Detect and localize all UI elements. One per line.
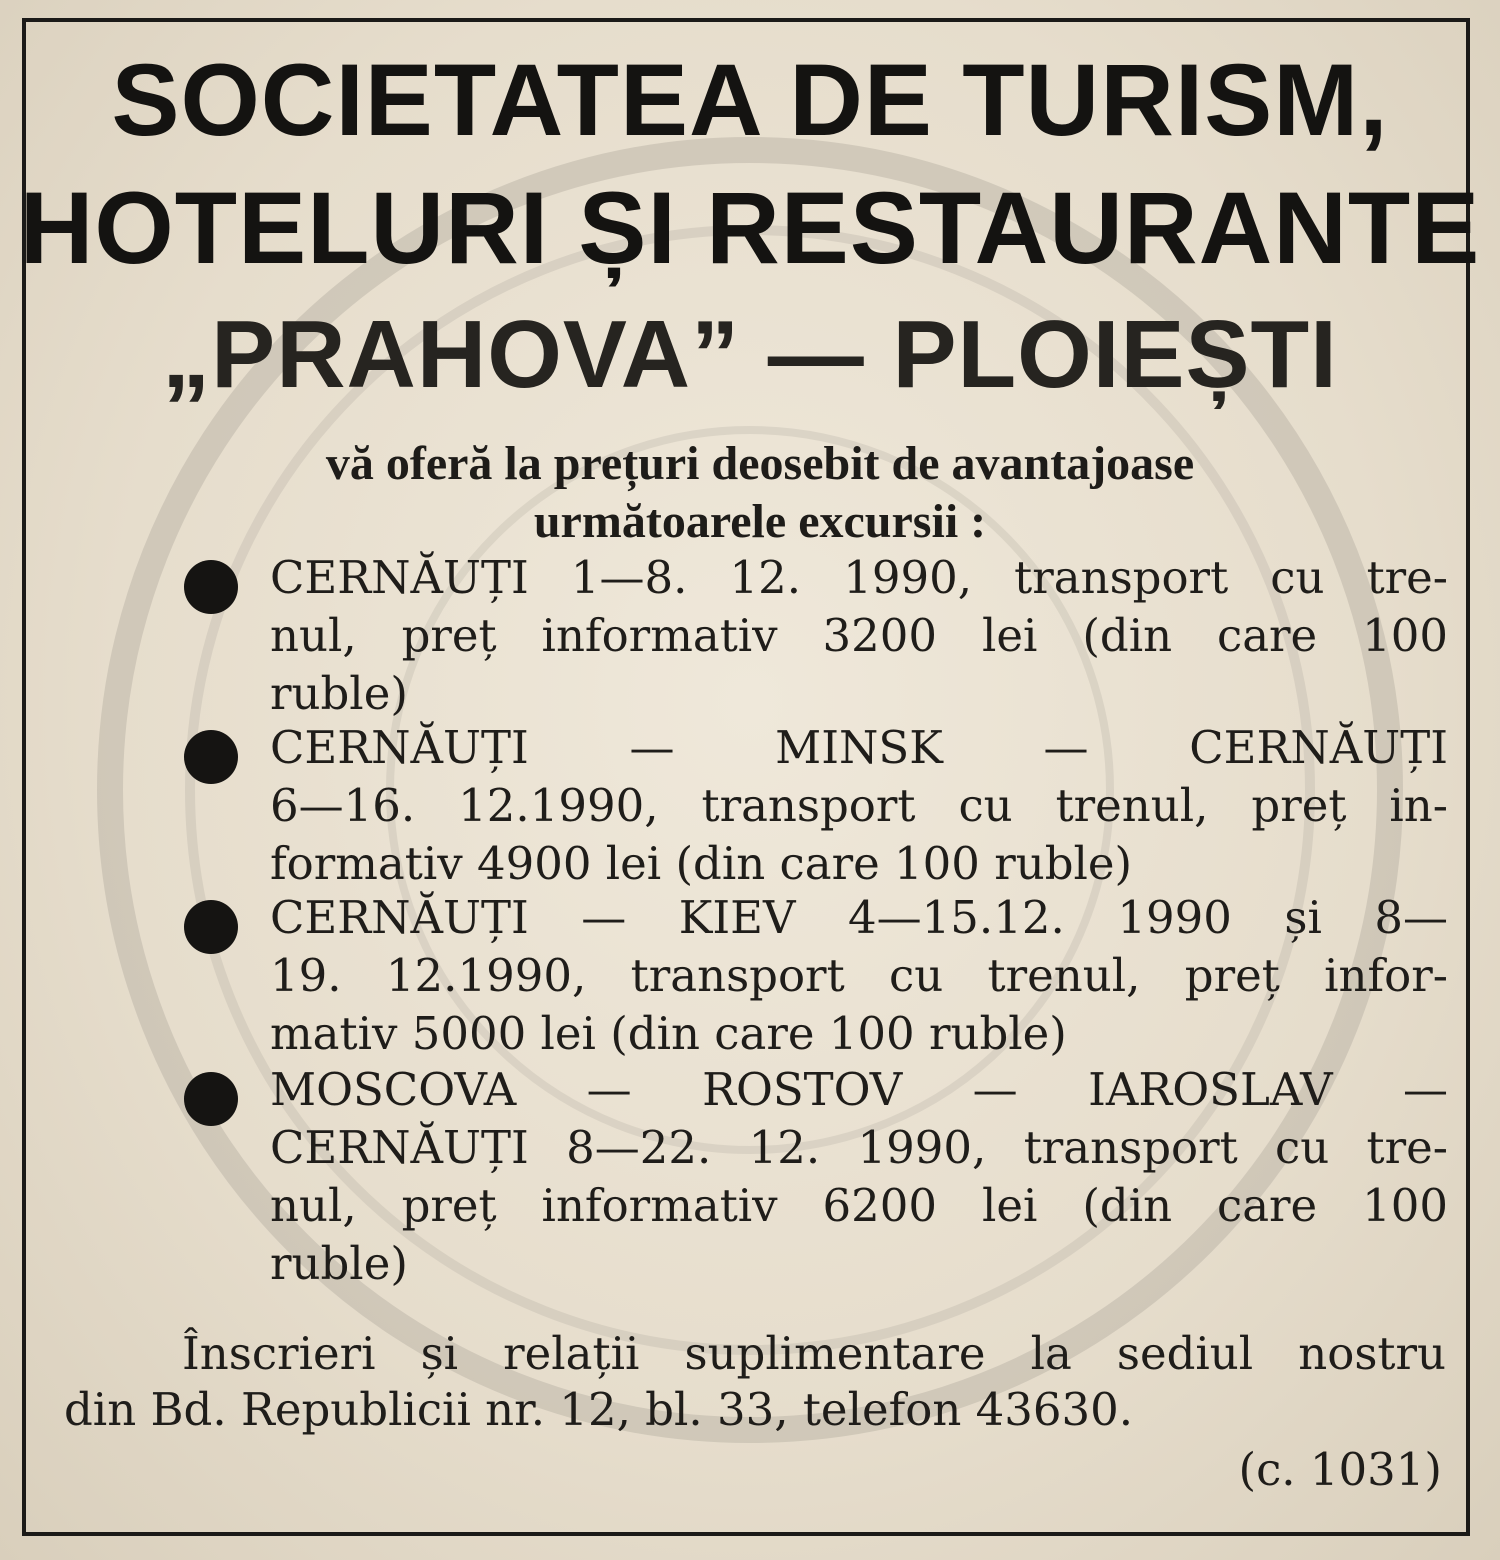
bullet-icon [184, 1072, 238, 1126]
bullet-icon [184, 900, 238, 954]
company-name-line-2: HOTELURI ȘI RESTAURANTE [19, 171, 1481, 285]
intro-line-1: vă oferă la prețuri deosebit de avantajoase [325, 437, 1195, 490]
excursion-line: CERNĂUȚI 8—22. 12. 1990, transport cu tre- [270, 1121, 1448, 1174]
bullet-icon [184, 730, 238, 784]
bullet-icon [184, 560, 238, 614]
intro-line-2: următoarele excursii : [533, 495, 987, 548]
excursion-line: ruble) [270, 667, 408, 720]
excursion-line: 6—16. 12.1990, transport cu trenul, preț in- [270, 779, 1448, 832]
company-name-line-3: „PRAHOVA” — PLOIEȘTI [162, 301, 1338, 408]
registration-info-line-2: din Bd. Republicii nr. 12, bl. 33, telefon 43630. [64, 1383, 1134, 1436]
excursion-line: formativ 4900 lei (din care 100 ruble) [270, 837, 1133, 890]
excursion-line: mativ 5000 lei (din care 100 ruble) [270, 1007, 1067, 1060]
excursion-line: CERNĂUȚI 1—8. 12. 1990, transport cu tre- [270, 551, 1448, 604]
excursion-line: ruble) [270, 1237, 408, 1290]
excursion-line: CERNĂUȚI — MINSK — CERNĂUȚI [270, 721, 1448, 774]
company-name-line-1: SOCIETATEA DE TURISM, [111, 43, 1389, 157]
excursion-line: nul, preț informativ 6200 lei (din care 100 [270, 1179, 1448, 1232]
excursion-line: CERNĂUȚI — KIEV 4—15.12. 1990 și 8— [270, 891, 1448, 944]
ad-code: (c. 1031) [1238, 1443, 1442, 1496]
excursion-line: 19. 12.1990, transport cu trenul, preț infor- [270, 949, 1448, 1002]
excursion-line: MOSCOVA — ROSTOV — IAROSLAV — [270, 1063, 1448, 1116]
excursion-line: nul, preț informativ 3200 lei (din care 100 [270, 609, 1448, 662]
registration-info-line-1: Înscrieri și relații suplimentare la sediul nostru [182, 1327, 1446, 1380]
